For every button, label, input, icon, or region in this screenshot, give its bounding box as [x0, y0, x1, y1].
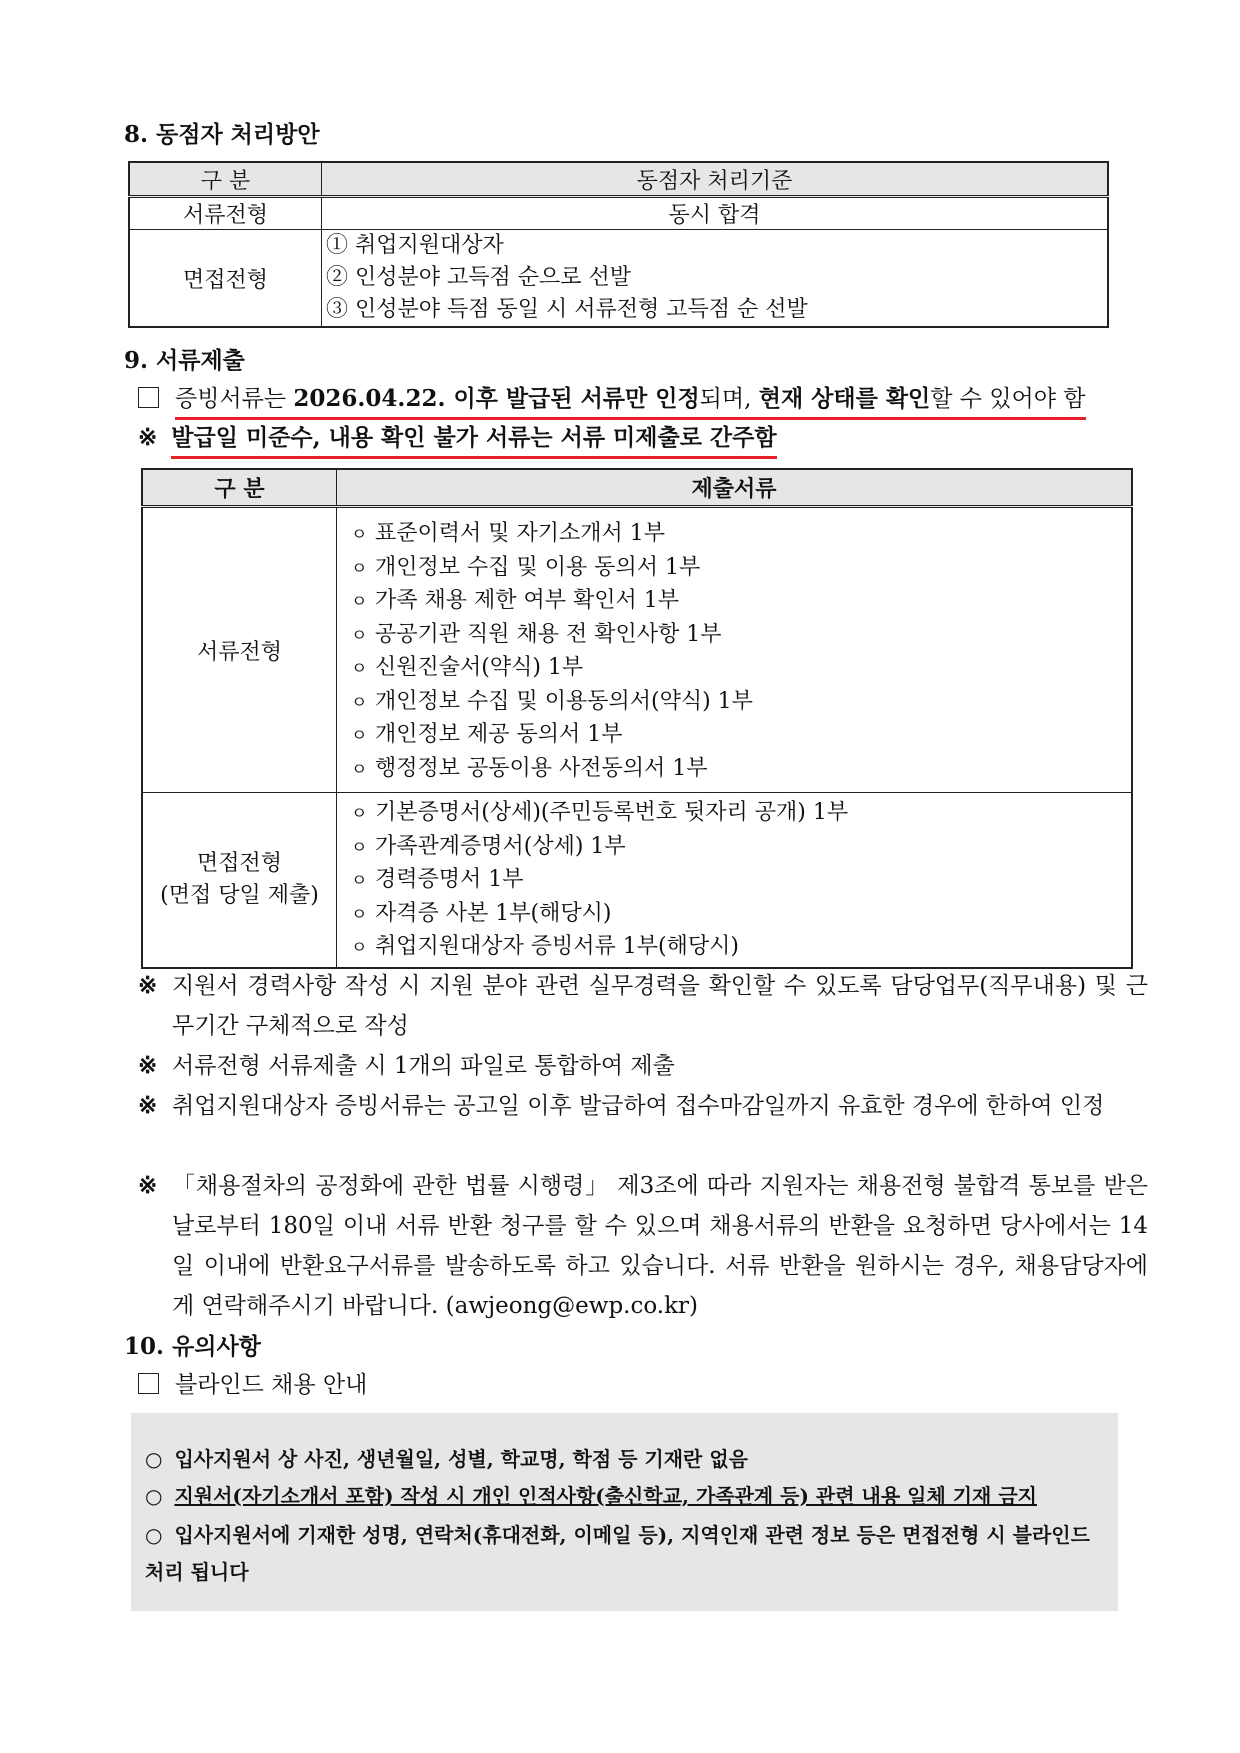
- row-label-interview-stage: [142, 793, 337, 968]
- interview-stage-list: [337, 793, 1133, 968]
- list-item: ㅇ 가족관계증명서(상세) 1부: [351, 831, 1131, 865]
- bullet-icon: ㅇ: [351, 525, 368, 545]
- row-label-document-stage: 서류전형: [142, 507, 337, 793]
- subheading-text: 블라인드 채용 안내: [175, 1372, 368, 1398]
- doc-requirement-line: [138, 380, 1086, 413]
- reference-mark-icon: ※: [138, 972, 158, 999]
- table-header-category: 구 분: [129, 162, 322, 197]
- row-value-document: 동시 합격: [322, 197, 1109, 230]
- checkbox-square-icon: [138, 387, 159, 408]
- list-item: ○ 지원서(자기소개서 포함) 작성 시 개인 인적사항(출신학교, 가족관계 등) 관련 내용 일체 기재 금지: [145, 1484, 1037, 1508]
- list-item: ① 취업지원대상자: [326, 233, 504, 258]
- bullet-icon: ㅇ: [351, 938, 368, 958]
- list-item: ㅇ 취업지원대상자 증빙서류 1부(해당시): [351, 931, 1131, 965]
- section-10-title: 10. 유의사항: [124, 1333, 261, 1360]
- bullet-icon: ㅇ: [351, 592, 368, 612]
- checkbox-square-icon: [138, 1373, 159, 1394]
- list-item: ㅇ 신원진술서(약식) 1부: [351, 652, 1131, 686]
- section-9-title: 9. 서류제출: [124, 347, 245, 374]
- text-segment: 할 수 있어야 함: [930, 386, 1086, 412]
- text-segment: 되며,: [699, 386, 759, 412]
- list-item: ㅇ 개인정보 수집 및 이용 동의서 1부: [351, 552, 1131, 586]
- list-item: ③ 인성분야 득점 동일 시 서류전형 고득점 순 선발: [326, 297, 808, 322]
- note-3: [138, 1086, 1148, 1126]
- documents-table: [141, 468, 1133, 969]
- bullet-icon: ㅇ: [351, 726, 368, 746]
- section-8-title: 8. 동점자 처리방안: [124, 121, 320, 148]
- note-2: [138, 1046, 1148, 1086]
- bullet-icon: ㅇ: [351, 558, 368, 579]
- table-header-criteria: 동점자 처리기준: [322, 162, 1109, 197]
- note-text: 「채용절차의 공정화에 관한 법률 시행령」 제3조에 따라 지원자는 채용전형 불합격 통보를 받은 날로부터 180일 이내 서류 반환 청구를 할 수 있으며 채용서류의 반환을 요청하면 당사에서는 14일 이내에 반환요구서류를 발송하도록 하고 있습니다. 서류 반환을 원하시는 경우, 채용담당자에게 연락해주시기 바랍니다. (awjeong@ewp.co.kr): [172, 1173, 1148, 1319]
- list-item: ㅇ 기본증명서(상세)(주민등록번호 뒷자리 공개) 1부: [351, 797, 1131, 831]
- note-1: [138, 966, 1148, 1046]
- note-text: 지원서 경력사항 작성 시 지원 분야 관련 실무경력을 확인할 수 있도록 담당업무(직무내용) 및 근무기간 구체적으로 작성: [172, 973, 1148, 1039]
- reference-mark-icon: ※: [138, 1172, 158, 1199]
- note-text: 서류전형 서류제출 시 1개의 파일로 통합하여 제출: [172, 1053, 675, 1079]
- note-4: [138, 1166, 1148, 1326]
- list-item: ㅇ 경력증명서 1부: [351, 864, 1131, 898]
- table-header-category: 구 분: [142, 469, 337, 507]
- tie-rule-table: [128, 161, 1109, 328]
- text-segment: 증빙서류는: [175, 386, 294, 412]
- circle-bullet-icon: ○: [145, 1484, 163, 1508]
- list-item: ㅇ 공공기관 직원 채용 전 확인사항 1부: [351, 619, 1131, 653]
- list-item: ㅇ 표준이력서 및 자기소개서 1부: [351, 518, 1131, 552]
- reference-mark-icon: ※: [138, 1052, 158, 1079]
- list-item: ② 인성분야 고득점 순으로 선발: [326, 265, 631, 290]
- blind-hiring-heading: [138, 1366, 367, 1399]
- reference-mark-icon: ※: [138, 424, 158, 451]
- row-label-document: 서류전형: [129, 197, 322, 230]
- warning-text: 발급일 미준수, 내용 확인 불가 서류는 서류 미제출로 간주함: [171, 424, 776, 459]
- label-line: 면접전형: [196, 850, 282, 876]
- table-header-documents: 제출서류: [337, 469, 1133, 507]
- circle-bullet-icon: ○: [145, 1447, 163, 1471]
- bullet-icon: ㅇ: [351, 804, 368, 824]
- list-item: ㅇ 자격증 사본 1부(해당시): [351, 898, 1131, 932]
- row-value-interview: [322, 230, 1109, 328]
- bullet-icon: ㅇ: [351, 904, 368, 925]
- bullet-icon: ㅇ: [351, 692, 368, 713]
- bullet-icon: ㅇ: [351, 837, 368, 858]
- text-segment-bold: 2026.04.22. 이후 발급된 서류만 인정: [293, 385, 700, 412]
- list-item: ㅇ 개인정보 제공 동의서 1부: [351, 719, 1131, 753]
- row-label-interview: 면접전형: [129, 230, 322, 328]
- text-segment-bold: 현재 상태를 확인: [758, 385, 931, 412]
- blind-hiring-box: [131, 1413, 1118, 1611]
- bullet-icon: ㅇ: [351, 759, 368, 780]
- note-text: 취업지원대상자 증빙서류는 공고일 이후 발급하여 접수마감일까지 유효한 경우에 한하여 인정: [172, 1093, 1105, 1119]
- circle-bullet-icon: ○: [145, 1523, 163, 1547]
- label-line: (면접 당일 제출): [160, 882, 319, 908]
- list-item: ○ 입사지원서에 기재한 성명, 연락처(휴대전화, 이메일 등), 지역인재 관련 정보 등은 면접전형 시 블라인드 처리 됩니다: [145, 1523, 1090, 1584]
- doc-warning-line: [138, 419, 777, 452]
- list-item: ㅇ 행정정보 공동이용 사전동의서 1부: [351, 753, 1131, 787]
- bullet-icon: ㅇ: [351, 659, 368, 679]
- bullet-icon: ㅇ: [351, 871, 368, 891]
- reference-mark-icon: ※: [138, 1092, 158, 1119]
- list-item: ㅇ 가족 채용 제한 여부 확인서 1부: [351, 585, 1131, 619]
- list-item: ○ 입사지원서 상 사진, 생년월일, 성별, 학교명, 학점 등 기재란 없음: [145, 1447, 748, 1471]
- list-item: ㅇ 개인정보 수집 및 이용동의서(약식) 1부: [351, 686, 1131, 720]
- bullet-icon: ㅇ: [351, 625, 368, 646]
- document-stage-list: [337, 507, 1133, 793]
